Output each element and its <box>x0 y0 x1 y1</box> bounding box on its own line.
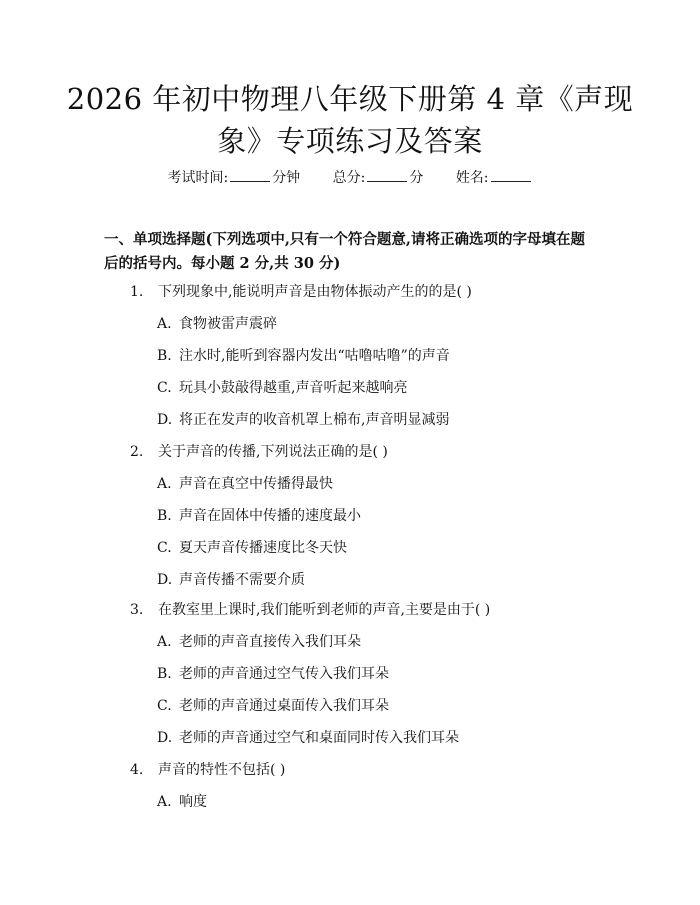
exam-info-row <box>0 168 700 188</box>
option-text: 声音在真空中传播得最快 <box>179 476 333 492</box>
option-letter: A. <box>157 316 172 332</box>
option-text: 夏天声音传播速度比冬天快 <box>179 540 347 556</box>
question-text: 声音的特性不包括( ) <box>158 762 286 778</box>
option-letter: C. <box>157 698 172 714</box>
question-stem <box>130 442 620 462</box>
exam-time-unit: 分钟 <box>272 170 301 186</box>
option-text: 老师的声音通过桌面传入我们耳朵 <box>179 698 389 714</box>
option-letter: D. <box>157 730 173 746</box>
option-letter: B. <box>157 666 172 682</box>
option-text: 老师的声音直接传入我们耳朵 <box>179 634 361 650</box>
answer-option <box>157 506 617 526</box>
option-text: 声音在固体中传播的速度最小 <box>179 508 361 524</box>
option-letter: A. <box>157 794 172 810</box>
answer-option <box>157 696 617 716</box>
option-text: 将正在发声的收音机罩上棉布,声音明显减弱 <box>179 412 450 428</box>
question-text: 关于声音的传播,下列说法正确的是( ) <box>158 444 388 460</box>
answer-option <box>157 474 617 494</box>
option-letter: B. <box>157 508 172 524</box>
answer-option <box>157 792 617 812</box>
option-text: 食物被雷声震碎 <box>179 316 277 332</box>
exam-time-field <box>167 168 300 188</box>
total-score-label: 总分: <box>332 170 366 186</box>
answer-option <box>157 378 617 398</box>
option-letter: C. <box>157 540 172 556</box>
answer-option <box>157 664 617 684</box>
question-stem <box>130 760 620 780</box>
option-letter: A. <box>157 476 172 492</box>
answer-option <box>157 728 617 748</box>
option-text: 注水时,能听到容器内发出“咕噜咕噜”的声音 <box>179 348 450 364</box>
option-letter: D. <box>157 412 173 428</box>
section-heading <box>104 228 604 276</box>
question-stem <box>130 600 620 620</box>
document-title <box>60 78 640 162</box>
name-field <box>456 168 533 188</box>
question-number: 3. <box>130 602 144 618</box>
total-score-unit: 分 <box>409 170 424 186</box>
option-letter: D. <box>157 572 173 588</box>
question-number: 4. <box>130 762 144 778</box>
question-text: 下列现象中,能说明声音是由物体振动产生的的是( ) <box>158 284 472 300</box>
option-text: 声音传播不需要介质 <box>179 572 305 588</box>
option-letter: C. <box>157 380 172 396</box>
option-text: 玩具小鼓敲得越重,声音听起来越响亮 <box>179 380 408 396</box>
answer-option <box>157 410 617 430</box>
question-number: 2. <box>130 444 144 460</box>
option-text: 响度 <box>179 794 207 810</box>
title-line-1: 2026 年初中物理八年级下册第 4 章《声现 <box>66 82 634 116</box>
option-letter: A. <box>157 634 172 650</box>
option-text: 老师的声音通过空气传入我们耳朵 <box>179 666 389 682</box>
exam-time-blank <box>230 168 270 182</box>
answer-option <box>157 632 617 652</box>
answer-option <box>157 570 617 590</box>
question-text: 在教室里上课时,我们能听到老师的声音,主要是由于( ) <box>158 602 491 618</box>
total-score-field <box>333 168 424 188</box>
title-line-2: 象》专项练习及答案 <box>217 124 483 158</box>
option-text: 老师的声音通过空气和桌面同时传入我们耳朵 <box>179 730 459 746</box>
section-heading-line-2: 后的括号内。每小题 2 分,共 30 分) <box>104 255 341 272</box>
total-score-blank <box>367 168 407 182</box>
name-blank <box>491 168 531 182</box>
answer-option <box>157 314 617 334</box>
answer-option <box>157 346 617 366</box>
question-stem <box>130 282 620 302</box>
exam-time-label: 考试时间: <box>167 170 229 186</box>
option-letter: B. <box>157 348 172 364</box>
section-heading-line-1: 一、单项选择题(下列选项中,只有一个符合题意,请将正确选项的字母填在题 <box>104 231 585 248</box>
question-number: 1. <box>130 284 144 300</box>
name-label: 姓名: <box>455 170 489 186</box>
answer-option <box>157 538 617 558</box>
